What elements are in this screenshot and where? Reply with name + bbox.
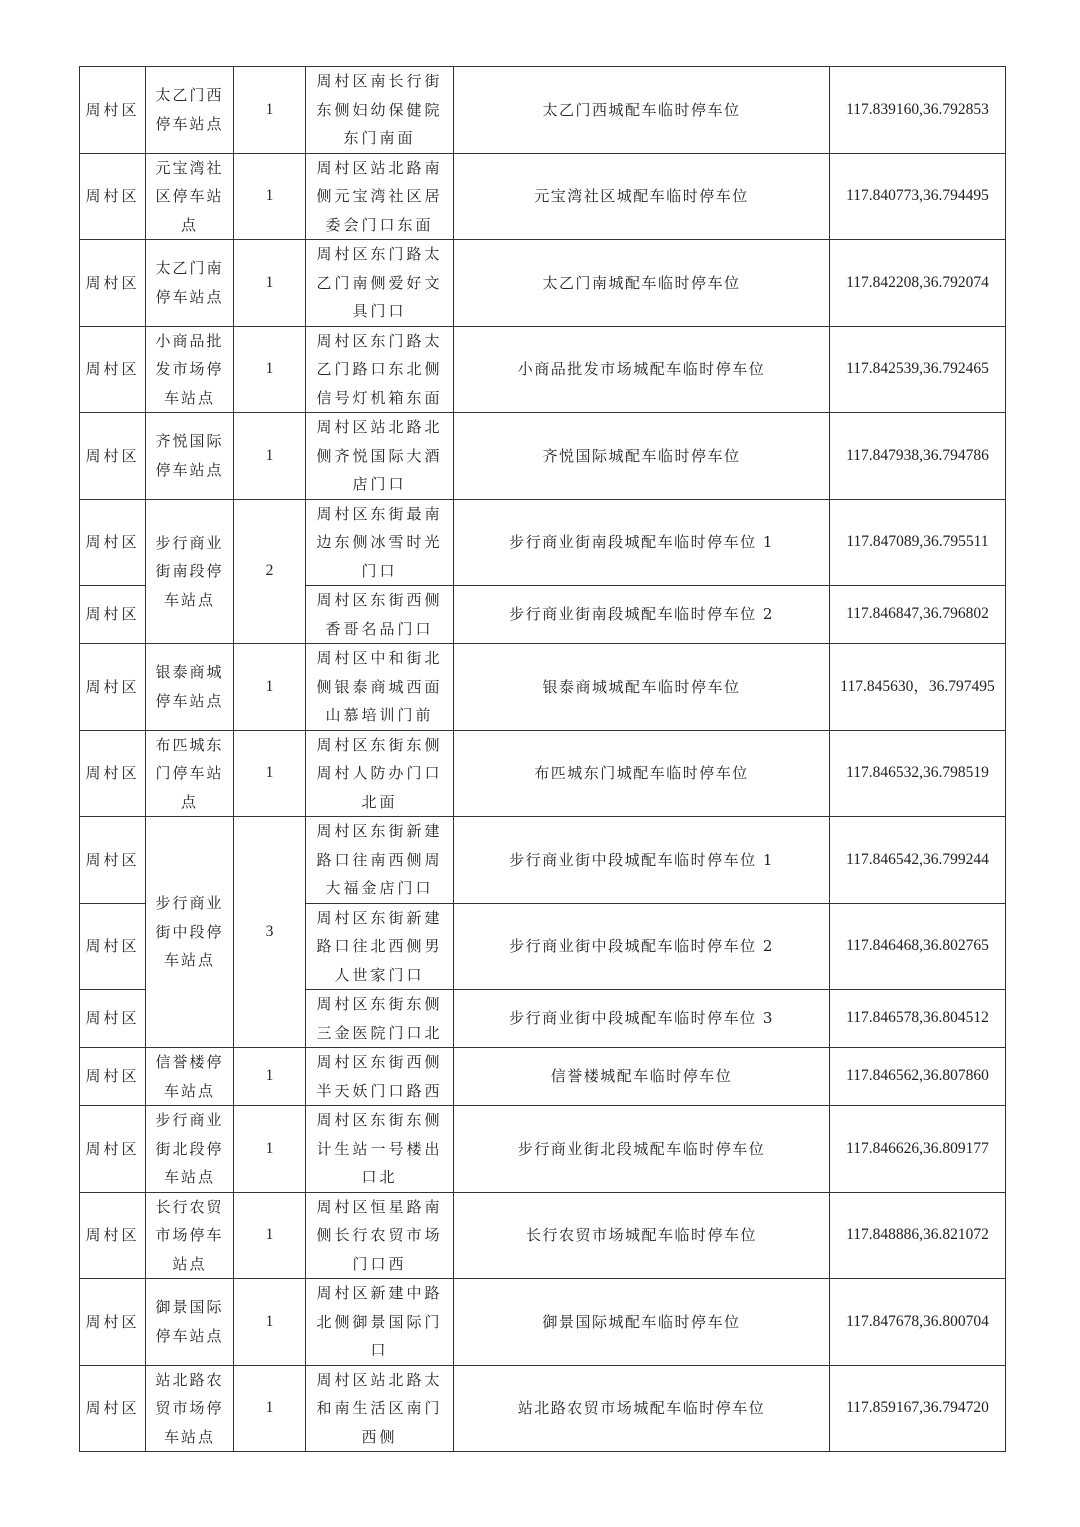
site-name-cell: 长行农贸市场停车站点 [146,1192,234,1279]
address-cell: 周村区新建中路北侧御景国际门口 [306,1279,454,1366]
coordinates-cell: 117.846532,36.798519 [830,730,1006,817]
coordinates-cell: 117.859167,36.794720 [830,1365,1006,1452]
address-cell: 周村区东街最南边东侧冰雪时光门口 [306,499,454,586]
space-count-cell: 1 [234,644,306,731]
site-name-cell: 步行商业街北段停车站点 [146,1106,234,1193]
table-row [80,730,1006,817]
district-cell: 周村区 [80,326,146,413]
site-name-cell: 步行商业街南段停车站点 [146,499,234,644]
address-cell: 周村区站北路北侧齐悦国际大酒店门口 [306,413,454,500]
site-name-cell: 齐悦国际停车站点 [146,413,234,500]
space-count-cell: 3 [234,817,306,1048]
parking-space-cell: 齐悦国际城配车临时停车位 [454,413,830,500]
parking-space-cell: 步行商业街南段城配车临时停车位 1 [454,499,830,586]
space-count-cell: 1 [234,1365,306,1452]
coordinates-cell: 117.848886,36.821072 [830,1192,1006,1279]
table-row [80,1279,1006,1366]
district-cell: 周村区 [80,730,146,817]
coordinates-cell: 117.847089,36.795511 [830,499,1006,586]
coordinates-cell: 117.846578,36.804512 [830,990,1006,1048]
parking-space-cell: 小商品批发市场城配车临时停车位 [454,326,830,413]
site-name-cell: 御景国际停车站点 [146,1279,234,1366]
address-cell: 周村区东街新建路口往南西侧周大福金店门口 [306,817,454,904]
parking-space-cell: 站北路农贸市场城配车临时停车位 [454,1365,830,1452]
district-cell: 周村区 [80,240,146,327]
table-row [80,153,1006,240]
parking-space-cell: 长行农贸市场城配车临时停车位 [454,1192,830,1279]
parking-space-cell: 太乙门西城配车临时停车位 [454,67,830,154]
address-cell: 周村区东街东侧计生站一号楼出口北 [306,1106,454,1193]
district-cell: 周村区 [80,817,146,904]
district-cell: 周村区 [80,990,146,1048]
space-count-cell: 1 [234,1279,306,1366]
address-cell: 周村区东街东侧三金医院门口北 [306,990,454,1048]
address-cell: 周村区站北路太和南生活区南门西侧 [306,1365,454,1452]
parking-space-cell: 步行商业街中段城配车临时停车位 3 [454,990,830,1048]
district-cell: 周村区 [80,903,146,990]
parking-sites-table [79,66,1006,1452]
space-count-cell: 2 [234,499,306,644]
space-count-cell: 1 [234,326,306,413]
district-cell: 周村区 [80,586,146,644]
table-row [80,817,1006,904]
parking-space-cell: 信誉楼城配车临时停车位 [454,1048,830,1106]
space-count-cell: 1 [234,1106,306,1193]
space-count-cell: 1 [234,1048,306,1106]
site-name-cell: 太乙门西停车站点 [146,67,234,154]
district-cell: 周村区 [80,1048,146,1106]
site-name-cell: 小商品批发市场停车站点 [146,326,234,413]
district-cell: 周村区 [80,413,146,500]
coordinates-cell: 117.842539,36.792465 [830,326,1006,413]
table-row [80,1365,1006,1452]
address-cell: 周村区东门路太乙门南侧爱好文具门口 [306,240,454,327]
site-name-cell: 太乙门南停车站点 [146,240,234,327]
space-count-cell: 1 [234,153,306,240]
parking-space-cell: 布匹城东门城配车临时停车位 [454,730,830,817]
parking-space-cell: 银泰商城城配车临时停车位 [454,644,830,731]
district-cell: 周村区 [80,153,146,240]
table-row [80,240,1006,327]
district-cell: 周村区 [80,67,146,154]
address-cell: 周村区东门路太乙门路口东北侧信号灯机箱东面 [306,326,454,413]
address-cell: 周村区恒星路南侧长行农贸市场门口西 [306,1192,454,1279]
table-row [80,1106,1006,1193]
site-name-cell: 布匹城东门停车站点 [146,730,234,817]
coordinates-cell: 117.846626,36.809177 [830,1106,1006,1193]
address-cell: 周村区东街新建路口往北西侧男人世家门口 [306,903,454,990]
coordinates-cell: 117.847678,36.800704 [830,1279,1006,1366]
site-name-cell: 银泰商城停车站点 [146,644,234,731]
coordinates-cell: 117.845630，36.797495 [830,644,1006,731]
address-cell: 周村区南长行街东侧妇幼保健院东门南面 [306,67,454,154]
address-cell: 周村区东街东侧周村人防办门口北面 [306,730,454,817]
parking-sites-table-page [79,66,1005,1452]
site-name-cell: 站北路农贸市场停车站点 [146,1365,234,1452]
district-cell: 周村区 [80,1365,146,1452]
table-row [80,413,1006,500]
space-count-cell: 1 [234,730,306,817]
table-row [80,326,1006,413]
site-name-cell: 元宝湾社区停车站点 [146,153,234,240]
coordinates-cell: 117.846847,36.796802 [830,586,1006,644]
table-row [80,67,1006,154]
coordinates-cell: 117.846542,36.799244 [830,817,1006,904]
space-count-cell: 1 [234,413,306,500]
district-cell: 周村区 [80,1279,146,1366]
district-cell: 周村区 [80,1106,146,1193]
address-cell: 周村区中和街北侧银泰商城西面山慕培训门前 [306,644,454,731]
table-row [80,499,1006,586]
table-row [80,1192,1006,1279]
address-cell: 周村区东街西侧半天妖门口路西 [306,1048,454,1106]
district-cell: 周村区 [80,1192,146,1279]
coordinates-cell: 117.840773,36.794495 [830,153,1006,240]
table-row [80,644,1006,731]
district-cell: 周村区 [80,644,146,731]
parking-space-cell: 元宝湾社区城配车临时停车位 [454,153,830,240]
parking-space-cell: 御景国际城配车临时停车位 [454,1279,830,1366]
parking-space-cell: 步行商业街南段城配车临时停车位 2 [454,586,830,644]
address-cell: 周村区站北路南侧元宝湾社区居委会门口东面 [306,153,454,240]
coordinates-cell: 117.839160,36.792853 [830,67,1006,154]
coordinates-cell: 117.847938,36.794786 [830,413,1006,500]
coordinates-cell: 117.842208,36.792074 [830,240,1006,327]
district-cell: 周村区 [80,499,146,586]
site-name-cell: 信誉楼停车站点 [146,1048,234,1106]
coordinates-cell: 117.846468,36.802765 [830,903,1006,990]
space-count-cell: 1 [234,1192,306,1279]
site-name-cell: 步行商业街中段停车站点 [146,817,234,1048]
parking-space-cell: 步行商业街北段城配车临时停车位 [454,1106,830,1193]
space-count-cell: 1 [234,67,306,154]
address-cell: 周村区东街西侧香哥名品门口 [306,586,454,644]
parking-space-cell: 步行商业街中段城配车临时停车位 2 [454,903,830,990]
coordinates-cell: 117.846562,36.807860 [830,1048,1006,1106]
table-row [80,1048,1006,1106]
space-count-cell: 1 [234,240,306,327]
parking-space-cell: 太乙门南城配车临时停车位 [454,240,830,327]
parking-space-cell: 步行商业街中段城配车临时停车位 1 [454,817,830,904]
